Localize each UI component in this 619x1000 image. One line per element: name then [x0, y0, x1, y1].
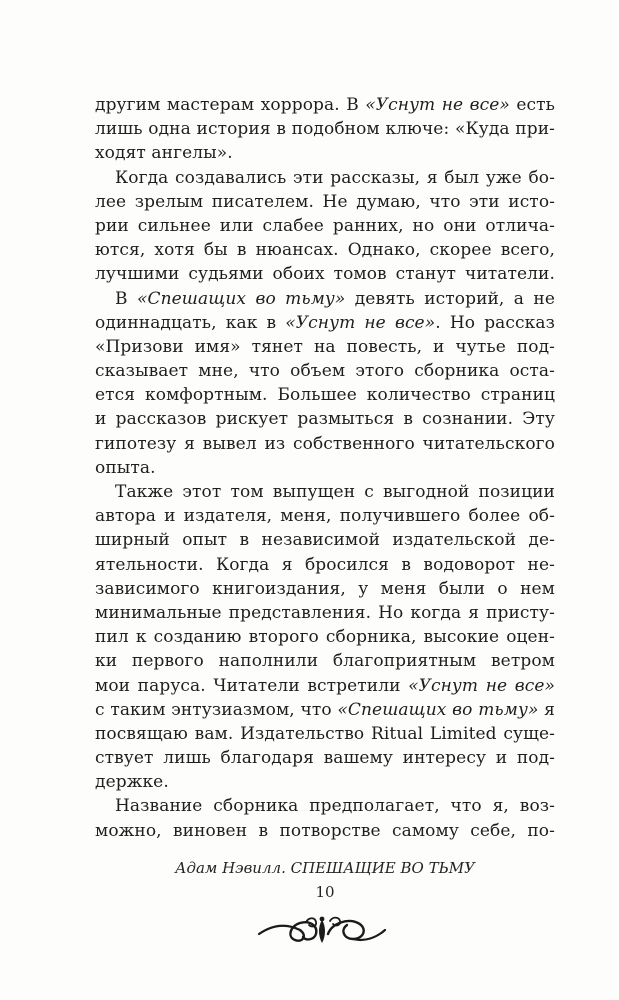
book-title-italic: «Уснут не все» — [408, 675, 555, 696]
text-line: лее зрелым писателем. Не думаю, что эти исто- — [95, 191, 555, 212]
text-line: В «Спешащих во тьму» девять историй, а не — [115, 288, 555, 309]
text-line: посвящаю вам. Издательство Ritual Limited суще- — [95, 723, 555, 744]
body-text — [95, 93, 555, 843]
book-title-italic: «Спешащих во тьму» — [136, 288, 346, 309]
running-title: Адам Нэвилл. СПЕШАЩИЕ ВО ТЬМУ — [175, 859, 475, 877]
text-line: одиннадцать, как в «Уснут не все». Но рассказ — [95, 312, 555, 333]
text-line: зависимого книгоиздания, у меня были о нем — [95, 578, 555, 599]
text-line: ятельности. Когда я бросился в водоворот не- — [95, 554, 555, 575]
text-line: ки первого наполнили благоприятным ветром — [95, 651, 555, 672]
book-title-italic: «Спешащих во тьму» — [337, 699, 539, 720]
text-line: пил к созданию второго сборника, высокие оцен- — [95, 627, 555, 648]
text-line: ширный опыт в независимой издательской де- — [95, 530, 555, 551]
text-line: лишь одна история в подобном ключе: «Куда при- — [95, 119, 555, 140]
text-line: держке. — [95, 772, 169, 793]
text-line: мои паруса. Читатели встретили «Уснут не все» — [95, 675, 555, 696]
flourish-ornament-icon — [256, 908, 388, 948]
text-line: ходят ангелы». — [95, 143, 233, 164]
text-line: опыта. — [95, 457, 156, 478]
text-line: сказывает мне, что объем этого сборника оста- — [95, 361, 555, 382]
text-line: «Призови имя» тянет на повесть, и чутье под- — [95, 336, 555, 357]
text-line: ствует лишь благодаря вашему интересу и под- — [95, 748, 555, 769]
text-line: Название сборника предполагает, что я, воз- — [115, 796, 555, 817]
book-title-italic: «Уснут не все» — [285, 312, 436, 333]
text-line: Когда создавались эти рассказы, я был уже бо- — [115, 167, 555, 188]
text-line: гипотезу я вывел из собственного читательского — [95, 433, 555, 454]
text-line: минимальные представления. Но когда я присту- — [95, 602, 555, 623]
book-title-italic: «Уснут не все» — [365, 95, 510, 115]
text-line: ется комфортным. Большее количество страниц — [95, 385, 555, 406]
text-line: автора и издателя, меня, получившего более об- — [95, 506, 555, 527]
text-line: можно, виновен в потворстве самому себе, по- — [95, 820, 555, 841]
text-line: ются, хотя бы в нюансах. Однако, скорее всего, — [95, 240, 555, 261]
text-line: и рассказов рискует размыться в сознании. Эту — [95, 409, 555, 430]
text-line: Также этот том выпущен с выгодной позиции — [115, 482, 555, 502]
page-number: 10 — [315, 883, 335, 901]
text-line: с таким энтузиазмом, что «Спешащих во тьму» я — [95, 699, 555, 720]
text-line: рии сильнее или слабее ранних, но они отлича- — [95, 215, 555, 236]
text-line: лучшими судьями обоих томов станут читатели. — [95, 264, 555, 285]
text-line: другим мастерам хоррора. В «Уснут не все» есть — [95, 95, 555, 115]
